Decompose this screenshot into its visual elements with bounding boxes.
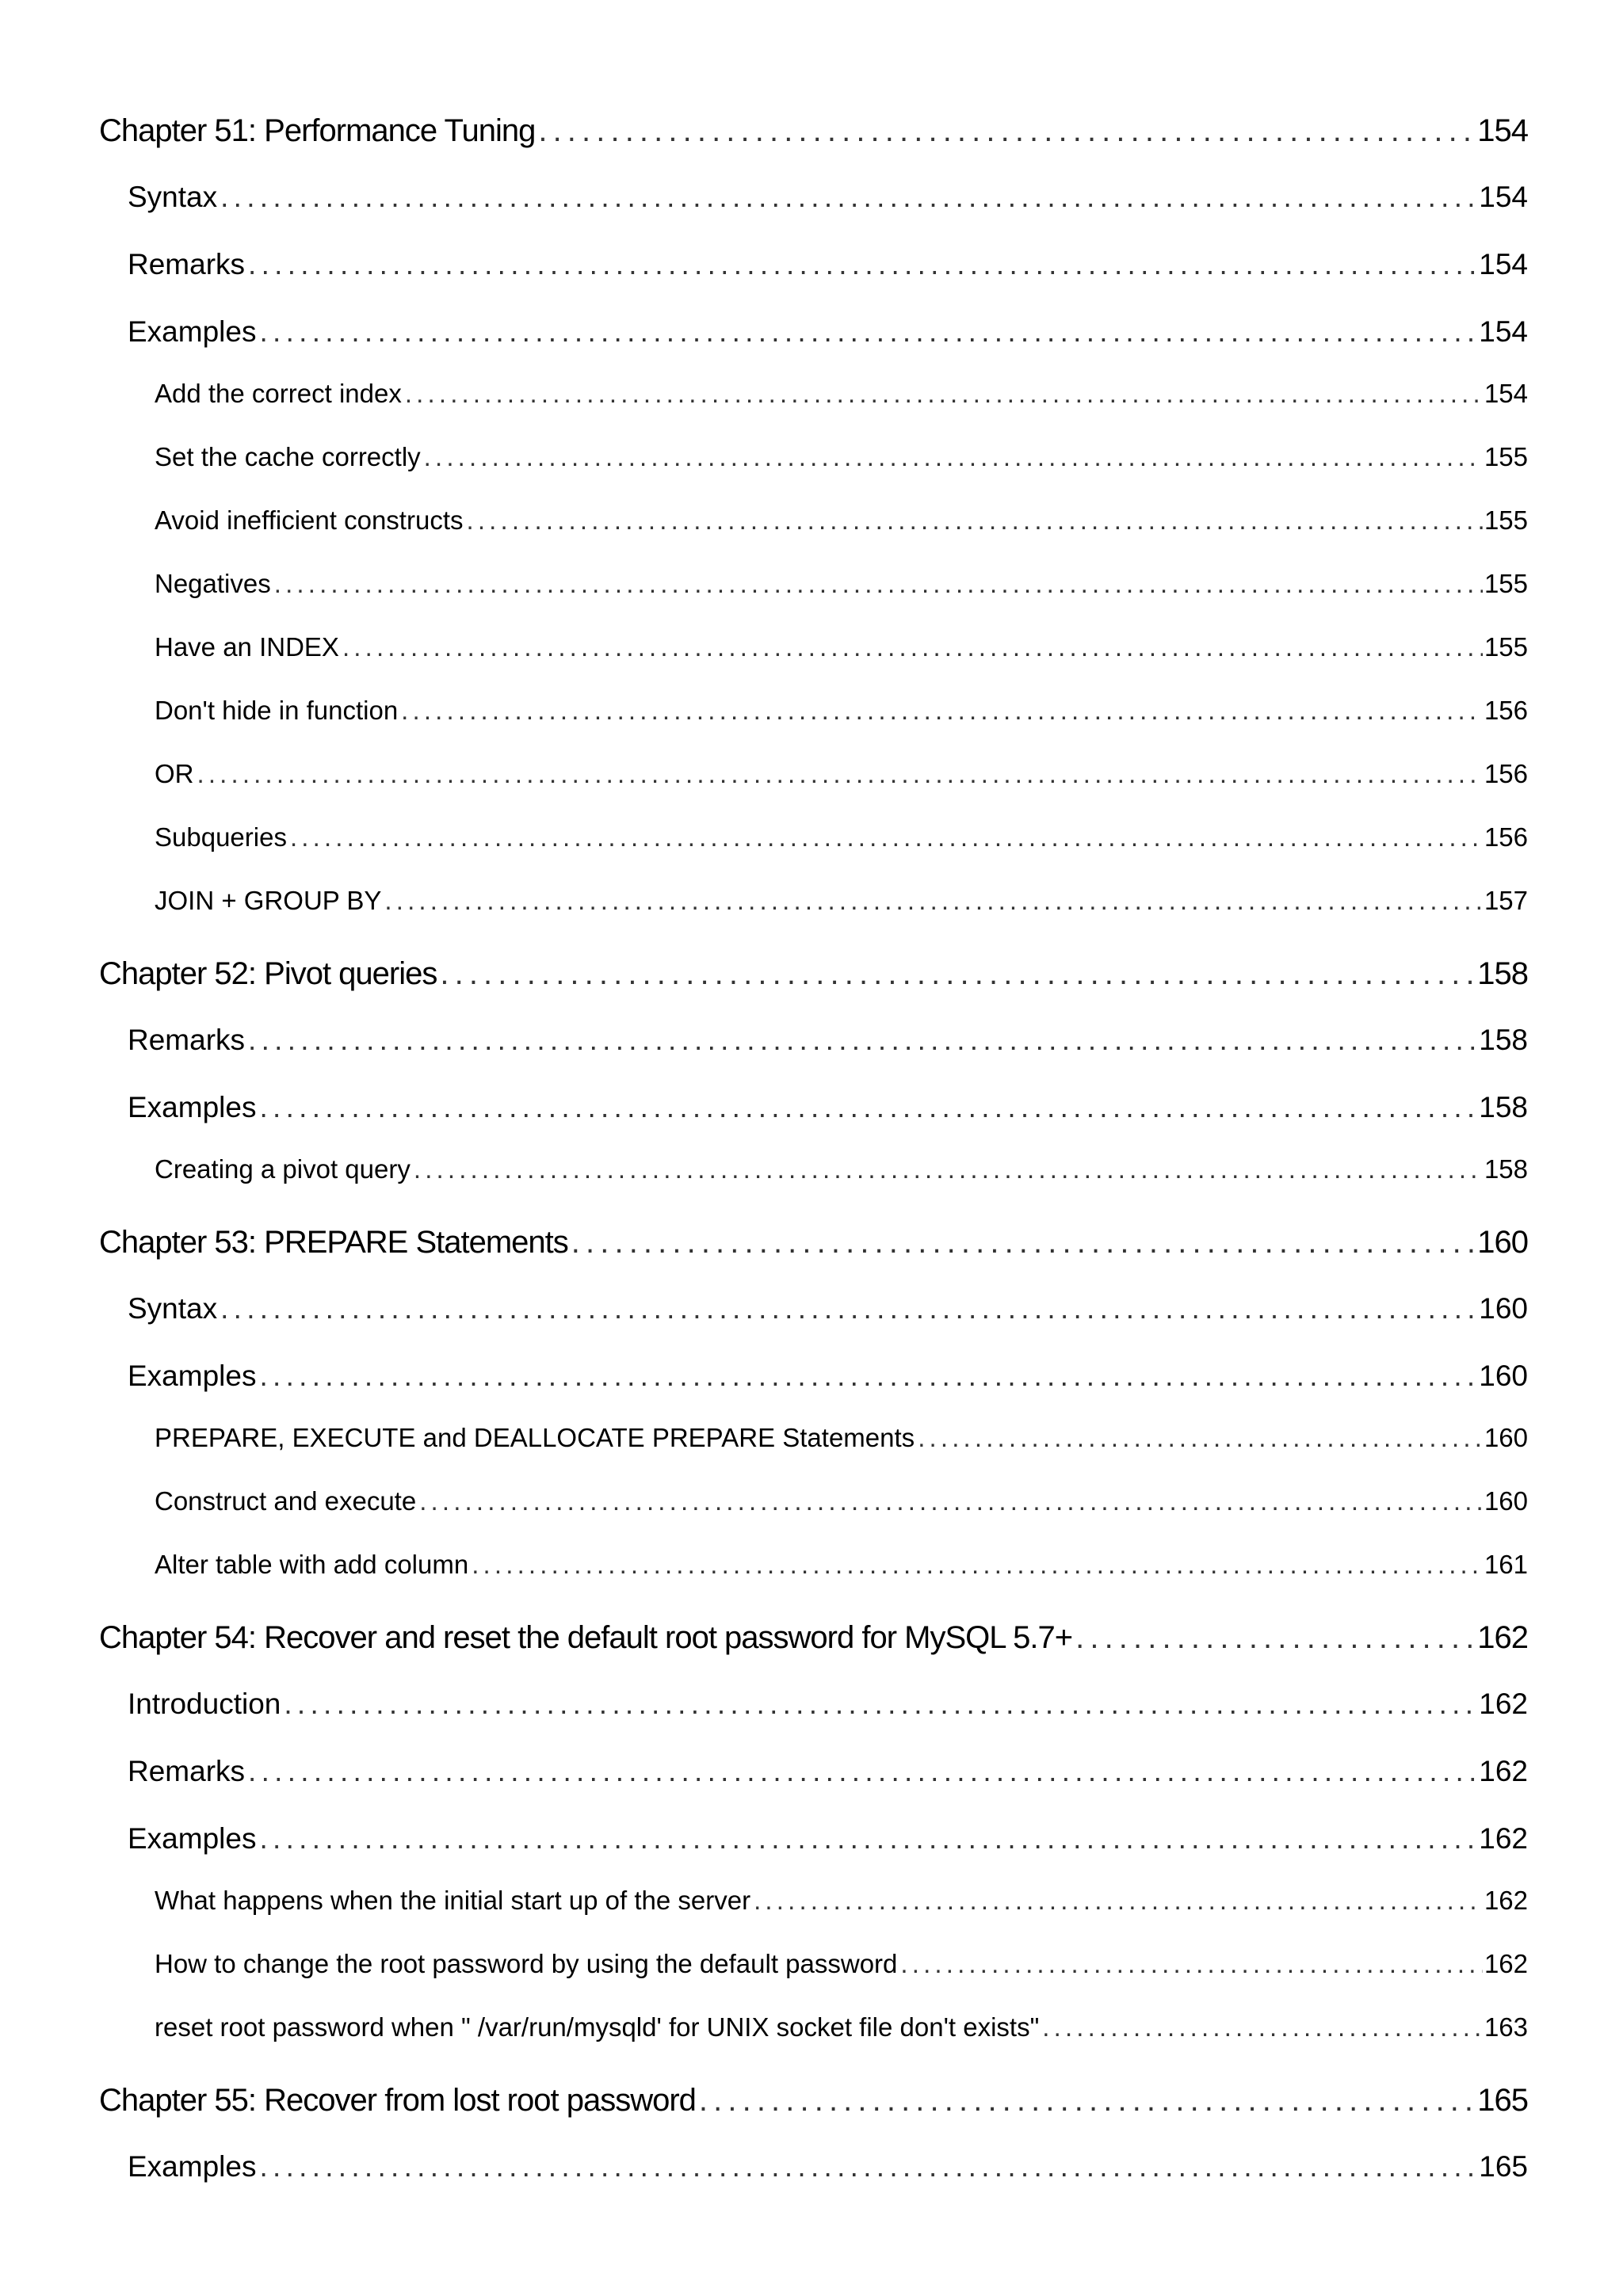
toc-entry-title: What happens when the initial start up of the server	[155, 1886, 751, 1915]
toc-entry-title: reset root password when " /var/run/mysqld' for UNIX socket file don't exists"	[155, 2012, 1040, 2042]
toc-page-number: 158	[1479, 1091, 1528, 1123]
toc-subsection-entry[interactable]	[155, 569, 1528, 599]
toc-page-number: 158	[1477, 956, 1528, 991]
toc-subsection-entry[interactable]	[155, 379, 1528, 409]
toc-dot-leader	[274, 569, 1483, 599]
toc-page-number: 154	[1479, 248, 1528, 280]
toc-section-entry[interactable]	[128, 1091, 1528, 1124]
toc-subsection-entry[interactable]	[155, 1886, 1528, 1916]
toc-subsection-entry[interactable]	[155, 442, 1528, 472]
toc-page-number: 157	[1484, 886, 1528, 915]
toc-page-number: 165	[1477, 2083, 1528, 2118]
toc-page-number: 162	[1477, 1620, 1528, 1655]
toc-page-number: 156	[1484, 759, 1528, 788]
toc-dot-leader	[248, 248, 1477, 281]
toc-page-number: 162	[1479, 1688, 1528, 1720]
toc-dot-leader	[900, 1949, 1483, 1979]
toc-dot-leader	[259, 1822, 1477, 1855]
toc-entry-title: Subqueries	[155, 822, 287, 852]
toc-page-number: 154	[1479, 315, 1528, 348]
toc-entry-title: Chapter 54: Recover and reset the default root password for MySQL 5.7+	[99, 1620, 1073, 1655]
toc-section-entry[interactable]	[128, 315, 1528, 349]
toc-page-number: 158	[1479, 1024, 1528, 1056]
toc-section-entry[interactable]	[128, 2150, 1528, 2183]
toc-subsection-entry[interactable]	[155, 1486, 1528, 1516]
toc-section-entry[interactable]	[128, 1822, 1528, 1855]
toc-page-number: 161	[1484, 1550, 1528, 1579]
toc-subsection-entry[interactable]	[155, 886, 1528, 916]
toc-section-entry[interactable]	[128, 1292, 1528, 1325]
toc-page-number: 160	[1484, 1423, 1528, 1452]
toc-entry-title: JOIN + GROUP BY	[155, 886, 382, 915]
toc-chapter-entry[interactable]	[99, 1620, 1528, 1656]
toc-entry-title: Don't hide in function	[155, 696, 399, 725]
toc-dot-leader	[440, 956, 1476, 992]
toc-page-number: 155	[1484, 442, 1528, 471]
toc-entry-title: Syntax	[128, 181, 218, 213]
toc-page-number: 155	[1484, 632, 1528, 662]
toc-entry-title: Examples	[128, 1822, 257, 1855]
toc-dot-leader	[220, 1292, 1477, 1325]
toc-subsection-entry[interactable]	[155, 1154, 1528, 1184]
toc-page-number: 155	[1484, 505, 1528, 535]
toc-section-entry[interactable]	[128, 181, 1528, 214]
toc-entry-title: Avoid inefficient constructs	[155, 505, 464, 535]
toc-page-number: 160	[1479, 1360, 1528, 1392]
toc-dot-leader	[918, 1423, 1483, 1453]
toc-entry-title: Remarks	[128, 248, 246, 280]
toc-page-number: 155	[1484, 569, 1528, 598]
toc-dot-leader	[419, 1486, 1483, 1516]
toc-dot-leader	[248, 1024, 1477, 1057]
toc-entry-title: Remarks	[128, 1755, 246, 1787]
toc-page-number: 165	[1479, 2150, 1528, 2183]
toc-section-entry[interactable]	[128, 1755, 1528, 1788]
toc-page-number: 162	[1484, 1886, 1528, 1915]
toc-dot-leader	[414, 1154, 1483, 1184]
toc-entry-title: PREPARE, EXECUTE and DEALLOCATE PREPARE Statements	[155, 1423, 915, 1452]
toc-dot-leader	[197, 759, 1483, 789]
toc-dot-leader	[248, 1755, 1477, 1788]
toc-subsection-entry[interactable]	[155, 759, 1528, 789]
toc-page-number: 154	[1484, 379, 1528, 408]
toc-subsection-entry[interactable]	[155, 1423, 1528, 1453]
toc-entry-title: Syntax	[128, 1292, 218, 1325]
toc-dot-leader	[259, 2150, 1477, 2183]
toc-dot-leader	[571, 1225, 1476, 1261]
toc-subsection-entry[interactable]	[155, 696, 1528, 726]
toc-dot-leader	[220, 181, 1477, 214]
toc-dot-leader	[401, 696, 1483, 726]
toc-entry-title: Examples	[128, 1360, 257, 1392]
toc-dot-leader	[405, 379, 1483, 409]
toc-entry-title: Remarks	[128, 1024, 246, 1056]
toc-entry-title: Introduction	[128, 1688, 281, 1720]
toc-entry-title: Chapter 51: Performance Tuning	[99, 113, 536, 148]
toc-page-number: 160	[1484, 1486, 1528, 1516]
toc-dot-leader	[467, 505, 1483, 536]
toc-dot-leader	[384, 886, 1483, 916]
toc-subsection-entry[interactable]	[155, 2012, 1528, 2042]
toc-entry-title: Have an INDEX	[155, 632, 339, 662]
toc-dot-leader	[1075, 1620, 1476, 1656]
toc-dot-leader	[259, 315, 1477, 349]
toc-page-number: 160	[1479, 1292, 1528, 1325]
toc-page-number: 158	[1484, 1154, 1528, 1184]
toc-page-number: 156	[1484, 822, 1528, 852]
toc-section-entry[interactable]	[128, 1688, 1528, 1721]
toc-entry-title: Creating a pivot query	[155, 1154, 411, 1184]
toc-entry-title: Chapter 52: Pivot queries	[99, 956, 437, 991]
toc-page-number: 162	[1479, 1822, 1528, 1855]
toc-subsection-entry[interactable]	[155, 632, 1528, 662]
toc-subsection-entry[interactable]	[155, 505, 1528, 536]
toc-entry-title: Add the correct index	[155, 379, 402, 408]
toc-page-number: 154	[1479, 181, 1528, 213]
toc-entry-title: OR	[155, 759, 194, 788]
toc-chapter-entry[interactable]	[99, 956, 1528, 992]
toc-dot-leader	[754, 1886, 1483, 1916]
toc-entry-title: Examples	[128, 1091, 257, 1123]
toc-chapter-entry[interactable]	[99, 2083, 1528, 2119]
toc-page-number: 162	[1484, 1949, 1528, 1978]
toc-entry-title: Alter table with add column	[155, 1550, 469, 1579]
toc-entry-title: Chapter 53: PREPARE Statements	[99, 1225, 568, 1260]
toc-entry-title: Construct and execute	[155, 1486, 417, 1516]
toc-section-entry[interactable]	[128, 248, 1528, 281]
toc-dot-leader	[424, 442, 1483, 472]
toc-page-number: 156	[1484, 696, 1528, 725]
toc-chapter-entry[interactable]	[99, 113, 1528, 149]
toc-dot-leader	[290, 822, 1483, 852]
toc-page-number: 154	[1477, 113, 1528, 148]
toc-subsection-entry[interactable]	[155, 1550, 1528, 1580]
toc-entry-title: Negatives	[155, 569, 271, 598]
toc-section-entry[interactable]	[128, 1024, 1528, 1057]
toc-dot-leader	[342, 632, 1483, 662]
toc-page-number: 160	[1477, 1225, 1528, 1260]
toc-entry-title: Examples	[128, 315, 257, 348]
toc-dot-leader	[472, 1550, 1483, 1580]
toc-dot-leader	[284, 1688, 1477, 1721]
toc-page-number: 162	[1479, 1755, 1528, 1787]
toc-entry-title: Examples	[128, 2150, 257, 2183]
toc-dot-leader	[259, 1091, 1477, 1124]
toc-dot-leader	[699, 2083, 1476, 2119]
toc-entry-title: How to change the root password by using the default password	[155, 1949, 898, 1978]
toc-chapter-entry[interactable]	[99, 1225, 1528, 1261]
toc-subsection-entry[interactable]	[155, 822, 1528, 852]
toc-entry-title: Chapter 55: Recover from lost root password	[99, 2083, 696, 2118]
toc-section-entry[interactable]	[128, 1360, 1528, 1393]
toc-dot-leader	[538, 113, 1476, 149]
toc-subsection-entry[interactable]	[155, 1949, 1528, 1979]
toc-page-number: 163	[1484, 2012, 1528, 2042]
toc-dot-leader	[1042, 2012, 1483, 2042]
toc-dot-leader	[259, 1360, 1477, 1393]
toc-entry-title: Set the cache correctly	[155, 442, 421, 471]
